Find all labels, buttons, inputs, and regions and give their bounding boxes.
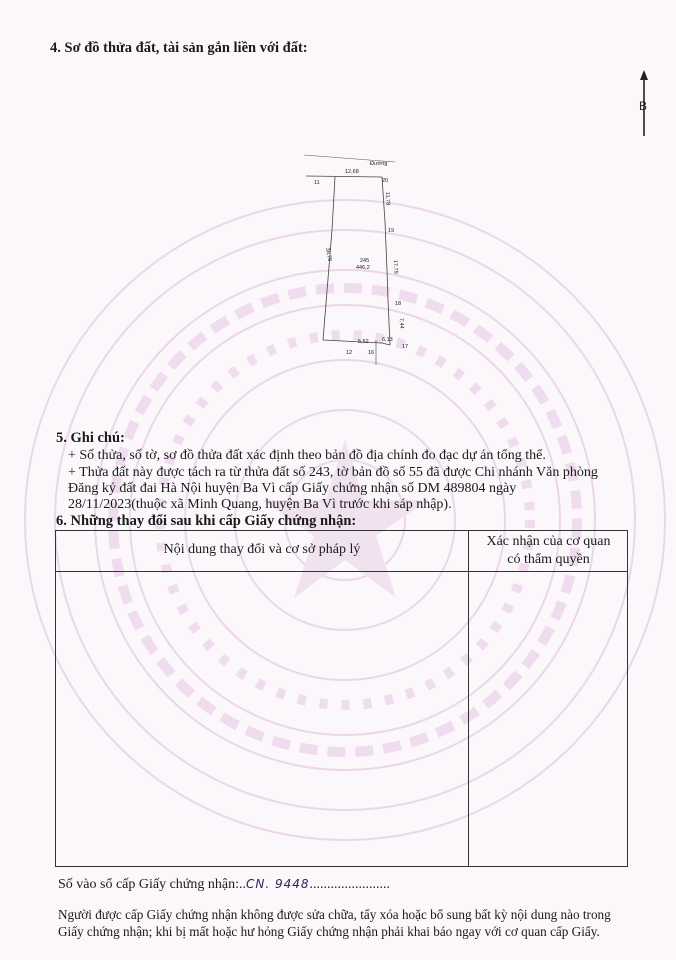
note-line-1: + Số thửa, số tờ, sơ đồ thửa đất xác định theo bản đồ địa chính đo đạc dự án tổng thể.	[68, 448, 546, 463]
point-16: 16	[368, 350, 375, 356]
table-header-divider	[56, 571, 627, 572]
point-11: 11	[314, 180, 320, 186]
point-17: 17	[402, 344, 409, 350]
right-seg-2-label: 17,79	[392, 259, 399, 274]
parcel-map	[290, 150, 430, 370]
point-12: 12	[346, 350, 353, 356]
parcel-boundary-bottom	[323, 340, 390, 345]
table-header-confirmation-line1: Xác nhận của cơ quan	[486, 534, 611, 549]
note-line-2: + Thửa đất này được tách ra từ thửa đất số 243, tờ bản đồ số 55 đã được Chi nhánh Văn phòng	[68, 465, 598, 480]
road-label: Đường	[370, 161, 388, 167]
left-length-label: 36,78	[324, 247, 333, 262]
register-dots-after: .......................	[309, 877, 391, 892]
table-header-confirmation-line2: có thẩm quyền	[507, 552, 590, 567]
north-label: B	[639, 99, 648, 113]
note-line-3: Đăng ký đất đai Hà Nội huyện Ba Vì cấp Giấy chứng nhận số DM 489804 ngày	[68, 481, 517, 496]
changes-table	[55, 530, 628, 867]
section-4-title: 4. Sơ đồ thửa đất, tài sản gắn liền với đất:	[50, 40, 308, 56]
register-number-label: Số vào sổ cấp Giấy chứng nhận:	[58, 877, 239, 892]
register-number-value: CN. 9448	[246, 877, 310, 891]
register-dots-before: ..	[239, 877, 246, 892]
point-19: 19	[388, 228, 395, 234]
north-arrow-icon	[630, 68, 660, 140]
note-line-4: 28/11/2023(thuộc xã Minh Quang, huyện Ba Vì trước khi sáp nhập).	[68, 497, 452, 512]
table-header-content: Nội dung thay đổi và cơ sở pháp lý	[163, 542, 361, 557]
right-seg-1-label: 11,78	[384, 191, 391, 206]
section-5-title: 5. Ghi chú:	[56, 430, 125, 446]
section-6-title: 6. Những thay đổi sau khi cấp Giấy chứng nhận:	[56, 513, 357, 529]
point-18: 18	[395, 301, 402, 307]
parcel-number: 245	[360, 258, 370, 264]
footer-notice: Người được cấp Giấy chứng nhận không được sửa chữa, tẩy xóa hoặc bổ sung bất kỳ nội dung nào trong Giấy chứng nhận; khi bị mất hoặc hư hỏng Giấy chứng nhận phải khai báo ngay với cơ quan cấp Giấy.	[58, 907, 611, 939]
register-number	[58, 877, 390, 893]
bottom-right-seg-label: 6,13	[382, 337, 393, 343]
top-width-label: 12,68	[345, 169, 359, 175]
parcel-area: 446,2	[356, 265, 370, 271]
table-header-confirmation	[468, 533, 629, 569]
point-20: 20	[382, 178, 389, 184]
table-column-divider	[468, 531, 469, 866]
right-seg-3-label: 7,44	[398, 317, 405, 329]
bottom-seg-label: 5,52	[358, 339, 369, 345]
parcel-boundary-right	[306, 176, 390, 345]
